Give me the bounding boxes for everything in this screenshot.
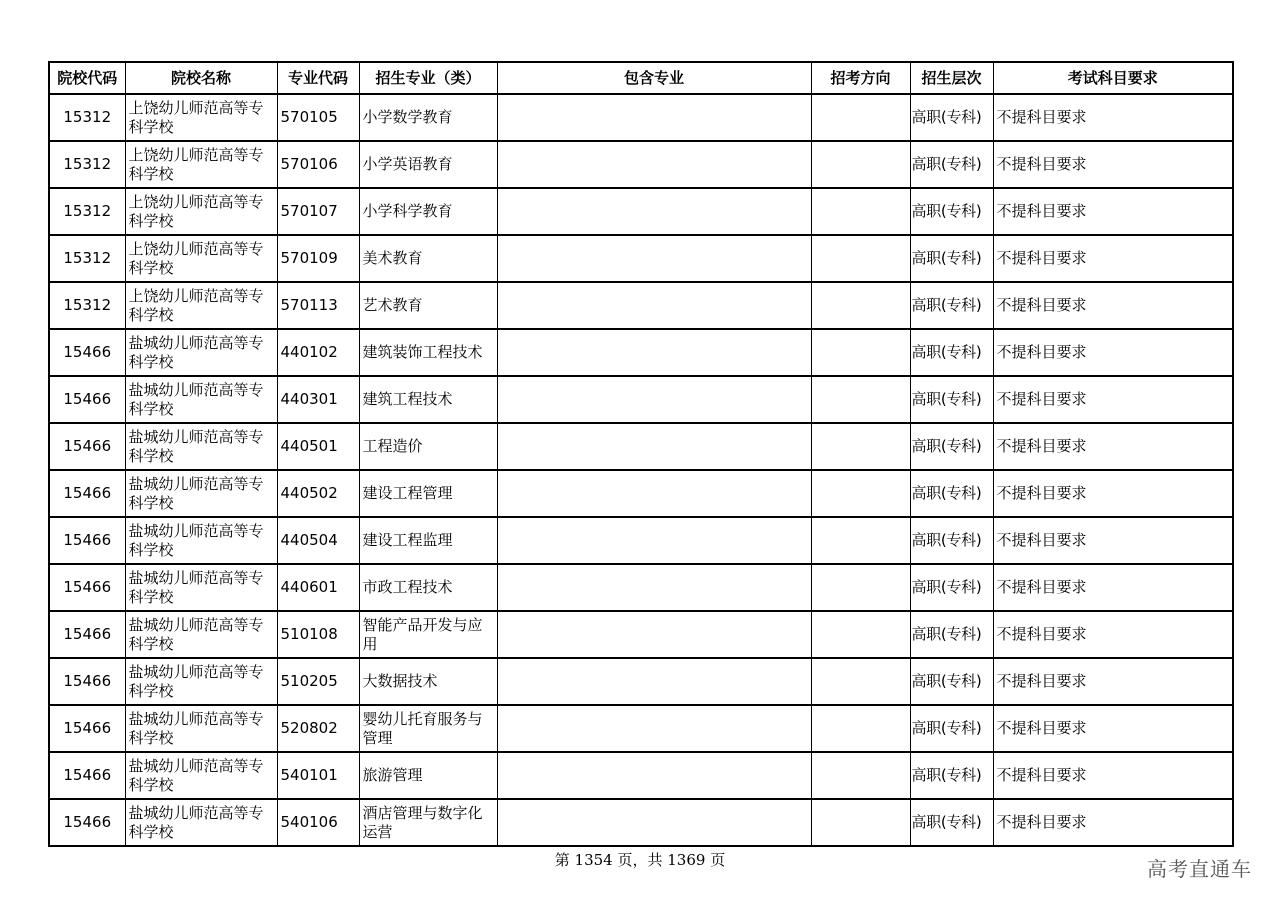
major-name-cell: 智能产品开发与应用 (359, 611, 497, 658)
school-code-cell: 15466 (49, 611, 125, 658)
direction-cell (811, 658, 910, 705)
school-code-cell: 15466 (49, 423, 125, 470)
direction-cell (811, 282, 910, 329)
major-code-cell: 440301 (277, 376, 359, 423)
major-name-cell: 建筑工程技术 (359, 376, 497, 423)
major-name-cell: 建设工程监理 (359, 517, 497, 564)
major-name-cell: 市政工程技术 (359, 564, 497, 611)
header-col-included-majors: 包含专业 (497, 62, 811, 94)
major-name-cell: 婴幼儿托育服务与管理 (359, 705, 497, 752)
level-cell: 高职(专科) (910, 329, 993, 376)
school-name-cell: 盐城幼儿师范高等专科学校 (125, 752, 277, 799)
level-cell: 高职(专科) (910, 282, 993, 329)
table-row (49, 235, 1233, 282)
major-code-cell: 440502 (277, 470, 359, 517)
direction-cell (811, 329, 910, 376)
major-code-cell: 510108 (277, 611, 359, 658)
major-code-cell: 570105 (277, 94, 359, 141)
major-name-cell: 小学英语教育 (359, 141, 497, 188)
major-name-cell: 酒店管理与数字化运营 (359, 799, 497, 846)
school-name-cell: 盐城幼儿师范高等专科学校 (125, 705, 277, 752)
header-col-direction: 招考方向 (811, 62, 910, 94)
major-name-cell: 旅游管理 (359, 752, 497, 799)
table-row (49, 611, 1233, 658)
direction-cell (811, 517, 910, 564)
level-cell: 高职(专科) (910, 752, 993, 799)
included-majors-cell (497, 188, 811, 235)
school-name-cell: 盐城幼儿师范高等专科学校 (125, 611, 277, 658)
included-majors-cell (497, 752, 811, 799)
header-col-level: 招生层次 (910, 62, 993, 94)
level-cell: 高职(专科) (910, 141, 993, 188)
major-name-cell: 大数据技术 (359, 658, 497, 705)
school-name-cell: 上饶幼儿师范高等专科学校 (125, 282, 277, 329)
major-name-cell: 小学数学教育 (359, 94, 497, 141)
subject-req-cell: 不提科目要求 (993, 376, 1233, 423)
included-majors-cell (497, 470, 811, 517)
level-cell: 高职(专科) (910, 611, 993, 658)
level-cell: 高职(专科) (910, 799, 993, 846)
direction-cell (811, 470, 910, 517)
direction-cell (811, 376, 910, 423)
direction-cell (811, 799, 910, 846)
school-code-cell: 15466 (49, 329, 125, 376)
subject-req-cell: 不提科目要求 (993, 564, 1233, 611)
school-name-cell: 盐城幼儿师范高等专科学校 (125, 376, 277, 423)
school-name-cell: 盐城幼儿师范高等专科学校 (125, 329, 277, 376)
direction-cell (811, 188, 910, 235)
school-code-cell: 15466 (49, 470, 125, 517)
major-code-cell: 440504 (277, 517, 359, 564)
school-name-cell: 盐城幼儿师范高等专科学校 (125, 564, 277, 611)
school-name-cell: 盐城幼儿师范高等专科学校 (125, 658, 277, 705)
included-majors-cell (497, 282, 811, 329)
subject-req-cell: 不提科目要求 (993, 282, 1233, 329)
major-code-cell: 440601 (277, 564, 359, 611)
school-code-cell: 15466 (49, 517, 125, 564)
school-name-cell: 盐城幼儿师范高等专科学校 (125, 423, 277, 470)
subject-req-cell: 不提科目要求 (993, 235, 1233, 282)
table-row (49, 705, 1233, 752)
school-name-cell: 上饶幼儿师范高等专科学校 (125, 141, 277, 188)
direction-cell (811, 705, 910, 752)
header-col-school-name: 院校名称 (125, 62, 277, 94)
school-code-cell: 15312 (49, 94, 125, 141)
level-cell: 高职(专科) (910, 423, 993, 470)
school-code-cell: 15312 (49, 282, 125, 329)
school-name-cell: 盐城幼儿师范高等专科学校 (125, 517, 277, 564)
table-row (49, 423, 1233, 470)
major-name-cell: 小学科学教育 (359, 188, 497, 235)
major-name-cell: 艺术教育 (359, 282, 497, 329)
school-code-cell: 15466 (49, 376, 125, 423)
direction-cell (811, 611, 910, 658)
watermark-text: 高考直通车 (1147, 857, 1252, 881)
included-majors-cell (497, 799, 811, 846)
major-code-cell: 440102 (277, 329, 359, 376)
major-name-cell: 建筑装饰工程技术 (359, 329, 497, 376)
major-name-cell: 建设工程管理 (359, 470, 497, 517)
level-cell: 高职(专科) (910, 658, 993, 705)
included-majors-cell (497, 517, 811, 564)
school-code-cell: 15466 (49, 752, 125, 799)
subject-req-cell: 不提科目要求 (993, 517, 1233, 564)
table-row (49, 658, 1233, 705)
major-code-cell: 510205 (277, 658, 359, 705)
school-name-cell: 上饶幼儿师范高等专科学校 (125, 94, 277, 141)
table-row (49, 470, 1233, 517)
subject-req-cell: 不提科目要求 (993, 329, 1233, 376)
major-code-cell: 570109 (277, 235, 359, 282)
header-row (49, 62, 1233, 94)
subject-req-cell: 不提科目要求 (993, 423, 1233, 470)
included-majors-cell (497, 329, 811, 376)
table-row (49, 282, 1233, 329)
school-code-cell: 15466 (49, 564, 125, 611)
school-code-cell: 15312 (49, 188, 125, 235)
enrollment-table (48, 61, 1234, 847)
school-name-cell: 上饶幼儿师范高等专科学校 (125, 235, 277, 282)
school-code-cell: 15312 (49, 235, 125, 282)
level-cell: 高职(专科) (910, 376, 993, 423)
table-row (49, 329, 1233, 376)
school-code-cell: 15466 (49, 799, 125, 846)
header-col-school-code: 院校代码 (49, 62, 125, 94)
table-row (49, 564, 1233, 611)
level-cell: 高职(专科) (910, 235, 993, 282)
major-code-cell: 570106 (277, 141, 359, 188)
subject-req-cell: 不提科目要求 (993, 188, 1233, 235)
direction-cell (811, 141, 910, 188)
level-cell: 高职(专科) (910, 94, 993, 141)
school-name-cell: 盐城幼儿师范高等专科学校 (125, 799, 277, 846)
level-cell: 高职(专科) (910, 188, 993, 235)
direction-cell (811, 564, 910, 611)
included-majors-cell (497, 564, 811, 611)
major-code-cell: 540101 (277, 752, 359, 799)
major-code-cell: 520802 (277, 705, 359, 752)
included-majors-cell (497, 423, 811, 470)
included-majors-cell (497, 658, 811, 705)
table-row (49, 517, 1233, 564)
subject-req-cell: 不提科目要求 (993, 94, 1233, 141)
subject-req-cell: 不提科目要求 (993, 705, 1233, 752)
subject-req-cell: 不提科目要求 (993, 799, 1233, 846)
direction-cell (811, 94, 910, 141)
school-code-cell: 15466 (49, 658, 125, 705)
level-cell: 高职(专科) (910, 705, 993, 752)
level-cell: 高职(专科) (910, 564, 993, 611)
level-cell: 高职(专科) (910, 470, 993, 517)
major-name-cell: 工程造价 (359, 423, 497, 470)
major-code-cell: 570113 (277, 282, 359, 329)
major-code-cell: 540106 (277, 799, 359, 846)
included-majors-cell (497, 611, 811, 658)
included-majors-cell (497, 141, 811, 188)
table-row (49, 752, 1233, 799)
direction-cell (811, 752, 910, 799)
table-row (49, 94, 1233, 141)
major-code-cell: 570107 (277, 188, 359, 235)
included-majors-cell (497, 235, 811, 282)
table-row (49, 799, 1233, 846)
page-number: 第 1354 页，共 1369 页 (554, 851, 726, 869)
header-col-subject-req: 考试科目要求 (993, 62, 1233, 94)
table-body (49, 94, 1233, 846)
subject-req-cell: 不提科目要求 (993, 611, 1233, 658)
school-code-cell: 15466 (49, 705, 125, 752)
table-row (49, 188, 1233, 235)
major-name-cell: 美术教育 (359, 235, 497, 282)
enrollment-table-container (48, 61, 1234, 847)
table-row (49, 376, 1233, 423)
header-col-major-code: 专业代码 (277, 62, 359, 94)
table-row (49, 141, 1233, 188)
school-code-cell: 15312 (49, 141, 125, 188)
subject-req-cell: 不提科目要求 (993, 141, 1233, 188)
included-majors-cell (497, 94, 811, 141)
level-cell: 高职(专科) (910, 517, 993, 564)
subject-req-cell: 不提科目要求 (993, 470, 1233, 517)
included-majors-cell (497, 705, 811, 752)
school-name-cell: 上饶幼儿师范高等专科学校 (125, 188, 277, 235)
direction-cell (811, 235, 910, 282)
subject-req-cell: 不提科目要求 (993, 752, 1233, 799)
direction-cell (811, 423, 910, 470)
subject-req-cell: 不提科目要求 (993, 658, 1233, 705)
school-name-cell: 盐城幼儿师范高等专科学校 (125, 470, 277, 517)
included-majors-cell (497, 376, 811, 423)
major-code-cell: 440501 (277, 423, 359, 470)
table-header (49, 62, 1233, 94)
header-col-major: 招生专业（类） (359, 62, 497, 94)
